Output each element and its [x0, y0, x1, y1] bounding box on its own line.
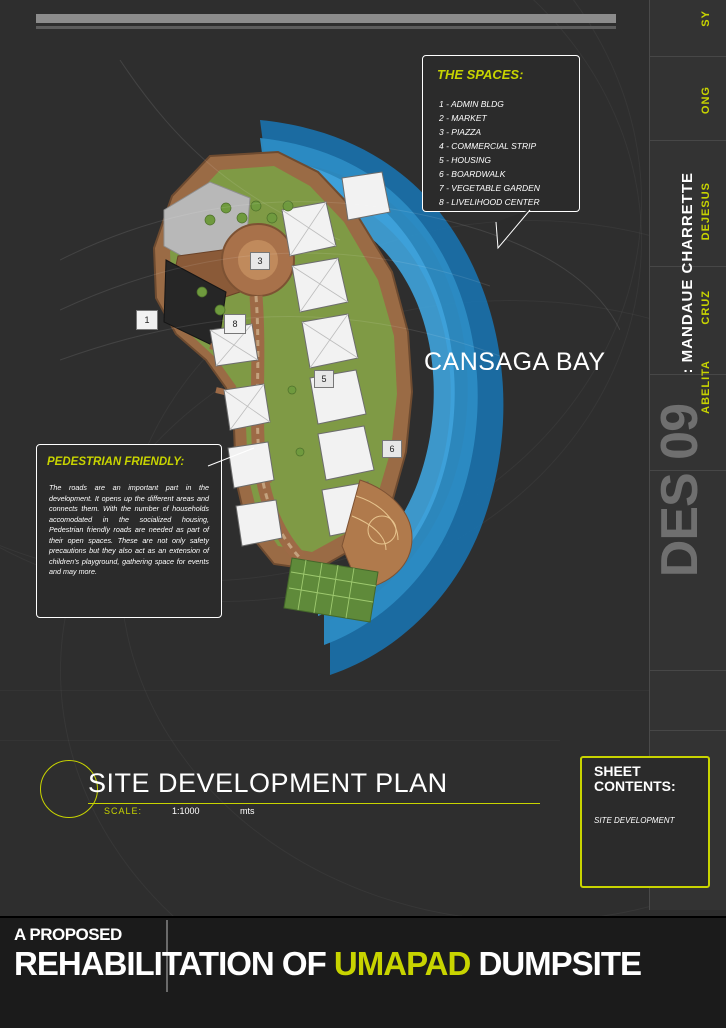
strip-cell: [650, 0, 726, 57]
scale-units: mts: [240, 806, 255, 816]
spaces-item: 8 - LIVELIHOOD CENTER: [439, 197, 540, 207]
spaces-callout-leader: [440, 200, 550, 256]
sheet-contents-heading: [594, 764, 676, 794]
drawing-title: SITE DEVELOPMENT PLAN: [88, 768, 448, 798]
author-ong: ONG: [700, 86, 712, 115]
strip-cell: [650, 56, 726, 141]
spaces-callout: [422, 55, 580, 212]
sheet-contents-item: SITE DEVELOPMENT: [594, 816, 675, 825]
footer-title-part2: DUMPSITE: [470, 945, 641, 982]
sheet-code: DES 09: [651, 404, 709, 578]
top-rule-thick: [36, 14, 616, 23]
footer-title-highlight: UMAPAD: [333, 945, 471, 982]
scale-label: SCALE:: [104, 806, 143, 816]
spaces-callout-list: [439, 97, 540, 209]
footer-subtitle: A PROPOSED: [14, 925, 122, 944]
spaces-item: 1 - ADMIN BLDG: [439, 99, 504, 109]
pedestrian-callout-title: PEDESTRIAN FRIENDLY:: [47, 456, 185, 468]
spaces-item: 3 - PIAZZA: [439, 127, 482, 137]
strip-cell: [650, 670, 726, 731]
bay-label: CANSAGA BAY: [424, 348, 606, 376]
drawing-title-rule: [88, 803, 540, 804]
author-sy: SY: [700, 10, 712, 27]
map-marker: 1: [136, 310, 158, 330]
scale-value: 1:1000: [172, 806, 200, 816]
pedestrian-callout-body: The roads are an important part in the development. It opens up the different areas and connects them. With the number of households accomodated in the socialized housing, Pedestrian friendly roads are needed as part of their open spaces. These are not only safety precautions but they also act as an extension of children's playground, gathering space for events and may more.: [49, 483, 209, 576]
pedestrian-callout-leader: [206, 444, 276, 480]
footer-title: [14, 945, 641, 983]
strip-cell: [650, 608, 726, 671]
spaces-item: 7 - VEGETABLE GARDEN: [439, 183, 540, 193]
map-marker: 3: [250, 252, 270, 270]
author-cruz: CRUZ: [700, 290, 712, 325]
author-abelita: ABELITA: [700, 360, 712, 414]
sheet-contents-heading-line1: SHEET: [594, 763, 641, 779]
background-band-2: [0, 740, 560, 741]
footer-title-part1: REHABILITATION OF: [14, 945, 334, 982]
map-marker: 6: [382, 440, 402, 458]
spaces-callout-title: THE SPACES:: [437, 67, 524, 82]
map-marker: 5: [314, 370, 334, 388]
pedestrian-callout: [36, 444, 222, 618]
map-marker: 8: [224, 314, 246, 334]
project-title-vertical: : MANDAUE CHARRETTE: [679, 172, 696, 374]
spaces-item: 6 - BOARDWALK: [439, 169, 506, 179]
spaces-item: 4 - COMMERCIAL STRIP: [439, 141, 537, 151]
sheet-contents-heading-line2: CONTENTS:: [594, 778, 676, 794]
top-rule-thin: [36, 26, 616, 29]
spaces-item: 2 - MARKET: [439, 113, 487, 123]
spaces-item: 5 - HOUSING: [439, 155, 491, 165]
author-dejesus: DEJESUS: [700, 182, 712, 241]
